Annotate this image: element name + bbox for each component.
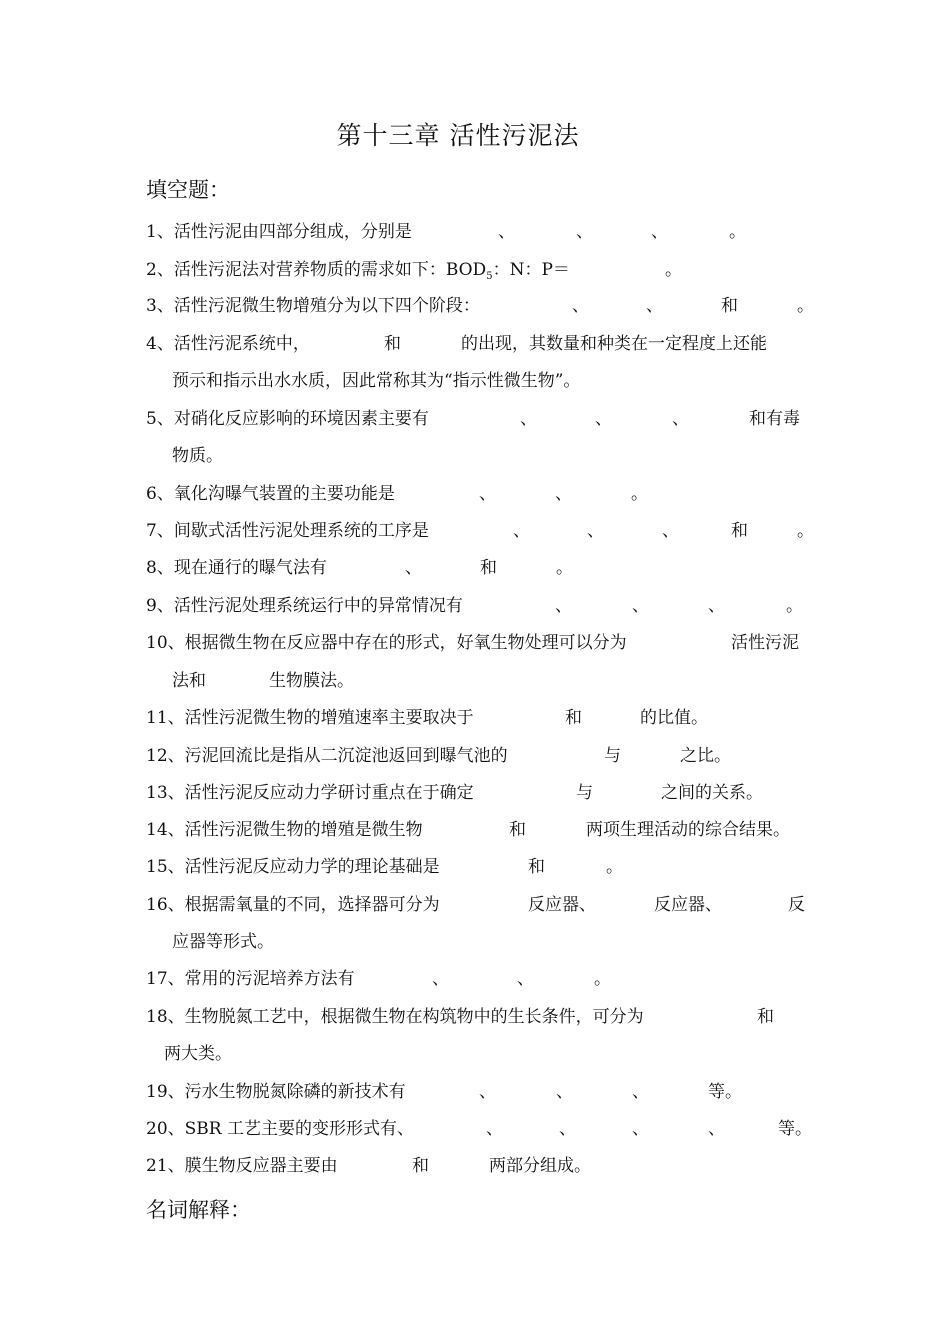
separator: 、 [479, 484, 496, 504]
question-text: 的出现，其数量和种类在一定程度上还能 [461, 334, 767, 354]
separator: 。 [797, 296, 814, 316]
question-text: 两部分组成。 [489, 1156, 591, 1176]
question-text: 13、活性污泥反应动力学研讨重点在于确定 [146, 783, 474, 803]
question-text: 19、污水生物脱氮除磷的新技术有 [146, 1082, 406, 1102]
separator: 。 [797, 521, 814, 541]
section-heading-fill-in: 填空题： [146, 178, 230, 202]
question-text: 6、氧化沟曝气装置的主要功能是 [146, 484, 395, 504]
question-text: 5、对硝化反应影响的环境因素主要有 [146, 409, 429, 429]
question-text: 之间的关系。 [661, 783, 763, 803]
separator: 和 [731, 521, 748, 541]
question-4-continued: 预示和指示出水水质，因此常称其为“指示性微生物”。 [172, 371, 581, 391]
question-text: 9、活性污泥处理系统运行中的异常情况有 [146, 596, 463, 616]
question-text: 18、生物脱氮工艺中，根据微生物在构筑物中的生长条件，可分为 [146, 1007, 644, 1027]
question-text: 3、活性污泥微生物增殖分为以下四个阶段： [146, 296, 480, 316]
separator: 、 [662, 521, 679, 541]
question-text: 反应器、 [528, 895, 596, 915]
question-text: 17、常用的污泥培养方法有 [146, 969, 355, 989]
separator: 与 [604, 746, 621, 766]
question-text: 15、活性污泥反应动力学的理论基础是 [146, 857, 440, 877]
separator: 、 [632, 1082, 649, 1102]
separator: 和 [757, 1007, 774, 1027]
separator: 、 [520, 409, 537, 429]
question-text: 14、活性污泥微生物的增殖是微生物 [146, 820, 423, 840]
chapter-title: 第十三章 活性污泥法 [336, 121, 580, 150]
question-text: 1、活性污泥由四部分组成，分别是 [146, 222, 412, 242]
question-text: 10、根据微生物在反应器中存在的形式，好氧生物处理可以分为 [146, 633, 627, 653]
separator: 和 [721, 296, 738, 316]
question-text: 反 [788, 895, 805, 915]
separator: 、 [405, 558, 422, 578]
question-text: 生物膜法。 [269, 671, 354, 691]
separator: 、 [708, 596, 725, 616]
question-text: 2、活性污泥法对营养物质的需求如下：$BOD_5$：N：P＝ [146, 260, 570, 282]
question-text: 8、现在通行的曝气法有 [146, 558, 327, 578]
separator: 和 [480, 558, 497, 578]
question-text: 和有毒 [749, 409, 800, 429]
question-text: 法和 [172, 671, 206, 691]
question-text: 两项生理活动的综合结果。 [586, 820, 790, 840]
separator: 、 [595, 409, 612, 429]
separator: 、 [555, 596, 572, 616]
separator: 。 [729, 222, 746, 242]
question-text: 16、根据需氧量的不同，选择器可分为 [146, 895, 440, 915]
separator: 、 [646, 296, 663, 316]
separator: 、 [651, 222, 668, 242]
separator: 和 [528, 857, 545, 877]
question-18-continued: 两大类。 [164, 1044, 232, 1064]
separator: 、 [517, 969, 534, 989]
separator: 、 [486, 1119, 503, 1139]
separator: 、 [555, 484, 572, 504]
separator: 等。 [778, 1119, 812, 1139]
separator: 、 [576, 222, 593, 242]
question-5-continued: 物质。 [172, 446, 223, 466]
separator: 和 [412, 1156, 429, 1176]
separator: 、 [572, 296, 589, 316]
section-heading-term-definitions: 名词解释： [146, 1198, 251, 1222]
question-text: 21、膜生物反应器主要由 [146, 1156, 338, 1176]
separator: 。 [786, 596, 803, 616]
separator: 和 [384, 334, 401, 354]
subscript: 5 [486, 271, 493, 282]
separator: 、 [556, 1082, 573, 1102]
question-16-continued: 应器等形式。 [172, 932, 274, 952]
separator: 、 [632, 596, 649, 616]
separator: 、 [587, 521, 604, 541]
separator: 。 [631, 484, 648, 504]
separator: 和 [509, 820, 526, 840]
separator: 、 [432, 969, 449, 989]
separator: 。 [556, 558, 573, 578]
separator: 、 [513, 521, 530, 541]
question-text: 活性污泥 [731, 633, 799, 653]
separator: 、 [708, 1119, 725, 1139]
separator: 。 [594, 969, 611, 989]
separator: 、 [559, 1119, 576, 1139]
separator: 和 [565, 708, 582, 728]
question-text: 4、活性污泥系统中， [146, 334, 310, 354]
question-text: 20、SBR 工艺主要的变形形式有、 [146, 1119, 414, 1139]
question-text: 11、活性污泥微生物的增殖速率主要取决于 [146, 708, 474, 728]
question-text: 反应器、 [654, 895, 722, 915]
separator: 、 [632, 1119, 649, 1139]
separator: 。 [606, 857, 623, 877]
separator: 、 [672, 409, 689, 429]
question-text: 的比值。 [640, 708, 708, 728]
question-text: 12、污泥回流比是指从二沉淀池返回到曝气池的 [146, 746, 508, 766]
separator: 。 [665, 260, 682, 280]
separator: 、 [479, 1082, 496, 1102]
question-text: 之比。 [680, 746, 731, 766]
separator: 与 [576, 783, 593, 803]
separator: 、 [498, 222, 515, 242]
question-text: 7、间歇式活性污泥处理系统的工序是 [146, 521, 429, 541]
separator: 等。 [708, 1082, 742, 1102]
